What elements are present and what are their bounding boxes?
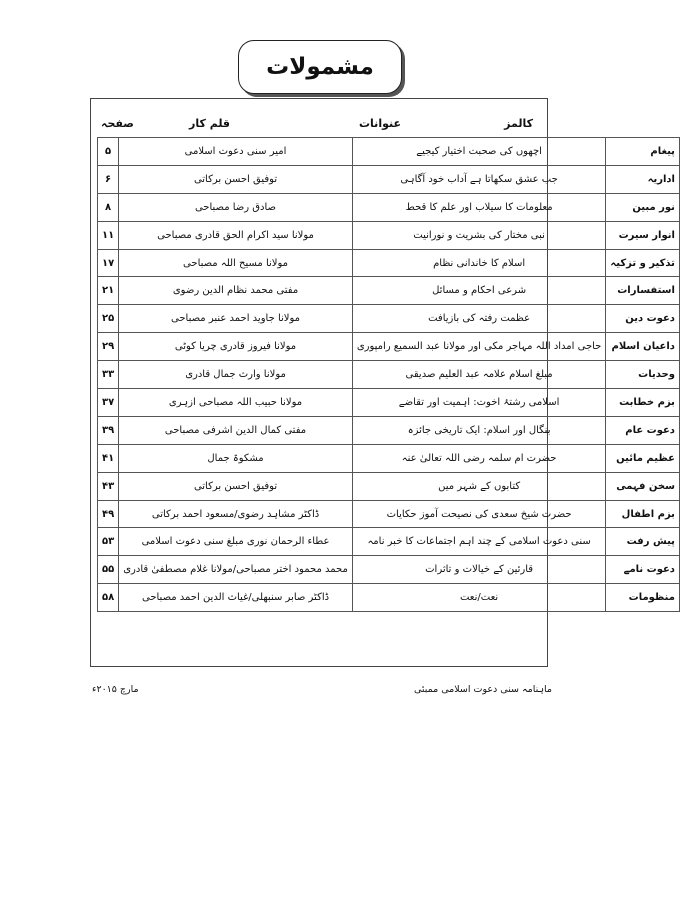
row-title: حاجی امداد اللہ مہاجر مکی اور مولانا عبد السمیع رامپوری (352, 333, 606, 361)
table-row (98, 193, 680, 221)
row-title: سنی دعوت اسلامی کے چند اہم اجتماعات کا خبر نامہ (352, 528, 606, 556)
header-page: صفحہ (101, 117, 134, 130)
row-author: مولانا جاوید احمد عنبر مصباحی (119, 305, 353, 333)
row-category: بزم اطفال (606, 500, 680, 528)
table-row (98, 221, 680, 249)
row-category: دعوت دین (606, 305, 680, 333)
row-category: عظیم مائیں (606, 444, 680, 472)
row-author: مفتی کمال الدین اشرفی مصباحی (119, 416, 353, 444)
row-page: ۱۱ (98, 221, 119, 249)
row-title: بنگال اور اسلام: ایک تاریخی جائزہ (352, 416, 606, 444)
row-category: بزم خطابت (606, 389, 680, 417)
contents-frame (90, 98, 675, 667)
table-row (98, 528, 680, 556)
row-author: مشکوۃ جمال (119, 444, 353, 472)
row-page: ۴۱ (98, 444, 119, 472)
table-row (98, 472, 680, 500)
row-category: انوار سیرت (606, 221, 680, 249)
row-page: ۳۹ (98, 416, 119, 444)
row-author: مولانا حبیب اللہ مصباحی ازہری (119, 389, 353, 417)
table-row (98, 416, 680, 444)
row-category: نور مبین (606, 193, 680, 221)
table-row (98, 500, 680, 528)
row-author: عطاء الرحمان نوری مبلغ سنی دعوت اسلامی (119, 528, 353, 556)
row-title: حضرت ام سلمہ رضی اللہ تعالیٰ عنہ (352, 444, 606, 472)
header-titles: عنوانات (359, 117, 401, 130)
row-category: داعیان اسلام (606, 333, 680, 361)
row-title: شرعی احکام و مسائل (352, 277, 606, 305)
row-page: ۶ (98, 165, 119, 193)
page-title-box (238, 40, 402, 94)
row-title: کتابوں کے شہر میں (352, 472, 606, 500)
row-category: پیش رفت (606, 528, 680, 556)
header-category: کالمز (504, 117, 533, 130)
table-row (98, 584, 680, 612)
row-title: اسلام کا خاندانی نظام (352, 249, 606, 277)
row-author: صادق رضا مصباحی (119, 193, 353, 221)
row-author: توفیق احسن برکاتی (119, 165, 353, 193)
row-category: تذکیر و تزکیہ (606, 249, 680, 277)
table-row (98, 444, 680, 472)
row-category: سخن فہمی (606, 472, 680, 500)
row-category: پیغام (606, 138, 680, 166)
row-page: ۳۷ (98, 389, 119, 417)
footer-magazine: ماہنامہ سنی دعوت اسلامی ممبئی (413, 684, 552, 695)
row-page: ۵۸ (98, 584, 119, 612)
row-title: اچھوں کی صحبت اختیار کیجیے (352, 138, 606, 166)
footer-date: مارچ ۲۰۱۵ء (92, 684, 139, 695)
row-title: معلومات کا سیلاب اور علم کا قحط (352, 193, 606, 221)
row-author: ڈاکٹر صابر سنبھلی/غیاث الدین احمد مصباحی (119, 584, 353, 612)
row-category: وحدیات (606, 361, 680, 389)
row-category: دعوت نامے (606, 556, 680, 584)
row-category: دعوت عام (606, 416, 680, 444)
table-row (98, 277, 680, 305)
row-page: ۱۷ (98, 249, 119, 277)
header-author: قلم کار (189, 117, 231, 130)
row-title: مبلغ اسلام علامہ عبد العلیم صدیقی (352, 361, 606, 389)
row-author: مفتی محمد نظام الدین رضوی (119, 277, 353, 305)
table-row (98, 165, 680, 193)
row-page: ۲۵ (98, 305, 119, 333)
row-author: مولانا مسیح اللہ مصباحی (119, 249, 353, 277)
row-category: اداریہ (606, 165, 680, 193)
row-title: نبی مختار کی بشریت و نورانیت (352, 221, 606, 249)
row-author: امیر سنی دعوت اسلامی (119, 138, 353, 166)
row-page: ۴۳ (98, 472, 119, 500)
row-category: منظومات (606, 584, 680, 612)
row-author: محمد محمود اختر مصباحی/مولانا غلام مصطفیٰ قادری (119, 556, 353, 584)
row-author: مولانا وارث جمال قادری (119, 361, 353, 389)
row-title: قارئین کے خیالات و تاثرات (352, 556, 606, 584)
row-page: ۸ (98, 193, 119, 221)
contents-table (97, 137, 680, 612)
table-row (98, 389, 680, 417)
table-row (98, 249, 680, 277)
row-category: استفسارات (606, 277, 680, 305)
table-row (98, 305, 680, 333)
row-page: ۴۹ (98, 500, 119, 528)
table-row (98, 361, 680, 389)
row-author: مولانا فیروز قادری چریا کوٹی (119, 333, 353, 361)
row-page: ۲۹ (98, 333, 119, 361)
table-row (98, 333, 680, 361)
page-title: مشمولات (266, 54, 374, 80)
row-title: جب عشق سکھاتا ہے آداب خود آگاہی (352, 165, 606, 193)
row-author: ڈاکٹر مشاہد رضوی/مسعود احمد برکاتی (119, 500, 353, 528)
row-page: ۵۳ (98, 528, 119, 556)
row-title: عظمت رفتہ کی بازیافت (352, 305, 606, 333)
row-page: ۵ (98, 138, 119, 166)
row-title: نعت/نعت (352, 584, 606, 612)
table-row (98, 556, 680, 584)
row-page: ۲۱ (98, 277, 119, 305)
row-author: مولانا سید اکرام الحق قادری مصباحی (119, 221, 353, 249)
row-author: توفیق احسن برکاتی (119, 472, 353, 500)
row-page: ۳۳ (98, 361, 119, 389)
row-title: حضرت شیخ سعدی کی نصیحت آموز حکایات (352, 500, 606, 528)
row-page: ۵۵ (98, 556, 119, 584)
table-row (98, 138, 680, 166)
row-title: اسلامی رشتۂ اخوت: اہمیت اور تقاضے (352, 389, 606, 417)
